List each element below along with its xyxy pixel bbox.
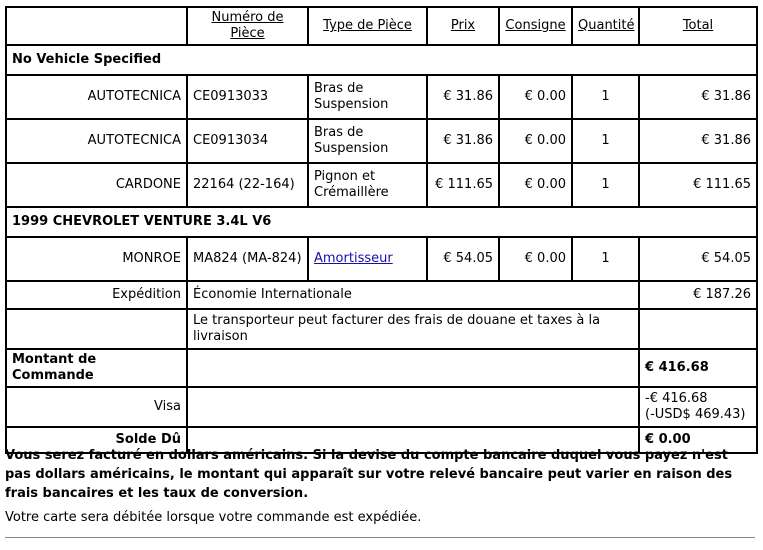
order-total-row: [6, 349, 757, 387]
payment-amount-eur: -€ 416.68: [645, 391, 708, 406]
shipping-note-blank-right: [639, 309, 757, 349]
section-row: [6, 207, 757, 237]
price-cell: € 111.65: [427, 163, 499, 207]
sort-part-number-link[interactable]: Numéro de Pièce: [211, 10, 284, 41]
header-total[interactable]: [639, 7, 757, 45]
header-price[interactable]: [427, 7, 499, 45]
part-number-cell: CE0913033: [187, 75, 308, 119]
part-number-cell: MA824 (MA-824): [187, 237, 308, 281]
deposit-cell: € 0.00: [499, 237, 572, 281]
sort-total-link[interactable]: Total: [682, 18, 714, 33]
payment-method: Visa: [6, 387, 187, 427]
deposit-cell: € 0.00: [499, 163, 572, 207]
sort-deposit-link[interactable]: Consigne: [505, 18, 566, 33]
shipping-note-blank: [6, 309, 187, 349]
shipping-note: Le transporteur peut facturer des frais de douane et taxes à la livraison: [187, 309, 639, 349]
currency-notice: Vous serez facturé en dollars américains. Si la devise du compte bancaire duquel vous payez n'est pas dollars américains, le montant qui apparaît sur votre relevé bancaire peut varier en raison des frais bancaires et les taux de conversion.: [5, 448, 733, 501]
total-cell: € 31.86: [639, 75, 757, 119]
payment-amount: [639, 387, 757, 427]
payment-row: [6, 387, 757, 427]
part-number-cell: CE0913034: [187, 119, 308, 163]
sort-part-type-link[interactable]: Type de Pièce: [323, 18, 412, 33]
payment-blank: [187, 387, 639, 427]
quantity-cell: 1: [572, 237, 639, 281]
header-blank: [6, 7, 187, 45]
payment-amount-usd: (-USD$ 469.43): [645, 407, 746, 422]
brand-cell: MONROE: [6, 237, 187, 281]
shipping-method: Économie Internationale: [187, 281, 639, 309]
price-cell: € 31.86: [427, 119, 499, 163]
shipping-note-row: [6, 309, 757, 349]
table-row: [6, 163, 757, 207]
part-type-cell: Bras de Suspension: [308, 119, 427, 163]
total-cell: € 111.65: [639, 163, 757, 207]
header-row: [6, 7, 757, 45]
section-title: 1999 CHEVROLET VENTURE 3.4L V6: [6, 207, 757, 237]
header-part-type[interactable]: [308, 7, 427, 45]
price-cell: € 31.86: [427, 75, 499, 119]
shipping-amount: € 187.26: [639, 281, 757, 309]
header-deposit[interactable]: [499, 7, 572, 45]
sort-quantity-link[interactable]: Quantité: [578, 18, 635, 33]
quantity-cell: 1: [572, 75, 639, 119]
part-number-cell: 22164 (22-164): [187, 163, 308, 207]
order-summary-table: [5, 6, 758, 454]
total-cell: € 54.05: [639, 237, 757, 281]
part-type-cell[interactable]: [308, 237, 427, 281]
brand-cell: CARDONE: [6, 163, 187, 207]
deposit-cell: € 0.00: [499, 75, 572, 119]
table-row: [6, 237, 757, 281]
balance-label: Solde Dû: [6, 427, 187, 453]
quantity-cell: 1: [572, 119, 639, 163]
part-type-cell: Bras de Suspension: [308, 75, 427, 119]
section-row: [6, 45, 757, 75]
deposit-cell: € 0.00: [499, 119, 572, 163]
price-cell: € 54.05: [427, 237, 499, 281]
order-total-label: Montant de Commande: [6, 349, 187, 387]
table-row: [6, 75, 757, 119]
order-total-amount: € 416.68: [639, 349, 757, 387]
charge-notice: Votre carte sera débitée lorsque votre commande est expédiée.: [5, 510, 422, 525]
section-title: No Vehicle Specified: [6, 45, 757, 75]
total-cell: € 31.86: [639, 119, 757, 163]
brand-cell: AUTOTECNICA: [6, 75, 187, 119]
brand-cell: AUTOTECNICA: [6, 119, 187, 163]
shipping-row: [6, 281, 757, 309]
shipping-label: Expédition: [6, 281, 187, 309]
divider: [5, 537, 755, 538]
part-type-cell: Pignon et Crémaillère: [308, 163, 427, 207]
sort-price-link[interactable]: Prix: [450, 18, 476, 33]
part-type-link[interactable]: Amortisseur: [314, 251, 393, 266]
header-quantity[interactable]: [572, 7, 639, 45]
balance-amount: € 0.00: [639, 427, 757, 453]
table-row: [6, 119, 757, 163]
quantity-cell: 1: [572, 163, 639, 207]
order-total-blank: [187, 349, 639, 387]
header-part-number[interactable]: [187, 7, 308, 45]
